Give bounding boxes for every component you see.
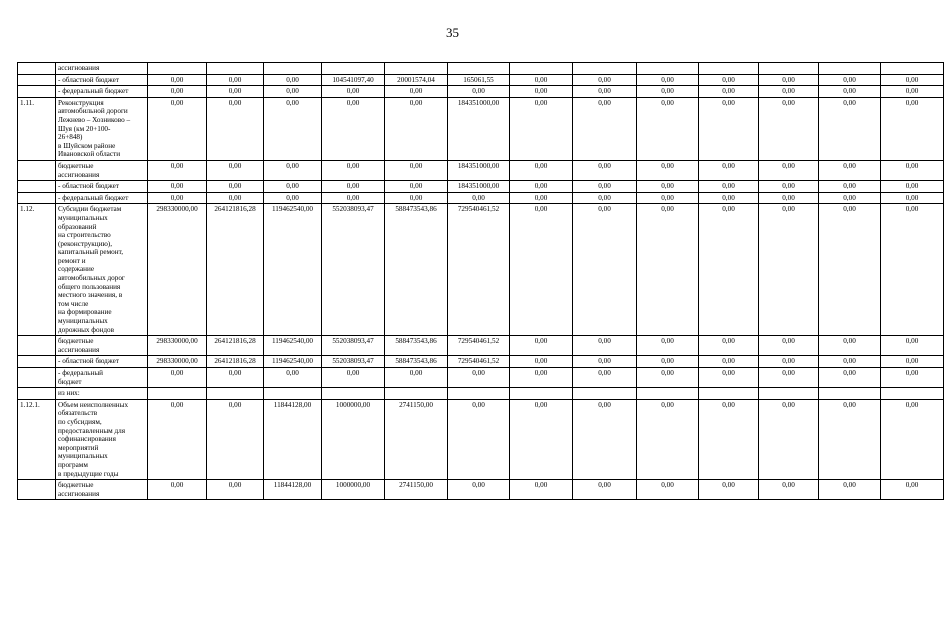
row-name-line: бюджетные xyxy=(58,337,94,346)
value-cell: 0,00 xyxy=(637,480,699,500)
value-cell: 0,00 xyxy=(448,399,510,479)
value-cell: 0,00 xyxy=(699,74,759,86)
value-cell: 0,00 xyxy=(699,97,759,160)
row-name-line: предоставленным для xyxy=(58,426,126,435)
value-cell: 0,00 xyxy=(759,480,819,500)
value-cell: 0,00 xyxy=(264,181,322,193)
value-cell: 119462540,00 xyxy=(264,204,322,336)
row-name xyxy=(56,192,148,204)
value-cell: 0,00 xyxy=(148,480,207,500)
row-name-line: ремонт и xyxy=(58,256,86,265)
row-code xyxy=(18,480,56,500)
value-cell: 0,00 xyxy=(573,356,637,368)
value-cell xyxy=(264,388,322,400)
value-cell: 0,00 xyxy=(510,336,573,356)
value-cell: 0,00 xyxy=(510,160,573,180)
value-cell: 0,00 xyxy=(819,74,881,86)
row-name-line: на строительство xyxy=(58,231,111,240)
row-code xyxy=(18,192,56,204)
value-cell: 729540461,52 xyxy=(448,356,510,368)
value-cell: 0,00 xyxy=(881,181,944,193)
row-name-line: - федеральный xyxy=(58,369,104,377)
value-cell: 0,00 xyxy=(448,192,510,204)
value-cell: 588473543,86 xyxy=(385,336,448,356)
value-cell: 298330000,00 xyxy=(148,356,207,368)
value-cell: 0,00 xyxy=(637,181,699,193)
value-cell: 119462540,00 xyxy=(264,356,322,368)
value-cell: 0,00 xyxy=(699,181,759,193)
value-cell xyxy=(385,63,448,75)
row-name-line: - областной бюджет xyxy=(58,182,119,191)
value-cell: 0,00 xyxy=(759,368,819,388)
value-cell: 0,00 xyxy=(637,97,699,160)
value-cell: 0,00 xyxy=(819,97,881,160)
row-name xyxy=(56,336,148,356)
value-cell: 552038093,47 xyxy=(322,336,385,356)
table-row xyxy=(18,192,944,204)
value-cell: 0,00 xyxy=(207,86,264,98)
table-row xyxy=(18,63,944,75)
value-cell: 0,00 xyxy=(699,160,759,180)
value-cell: 0,00 xyxy=(881,97,944,160)
value-cell: 119462540,00 xyxy=(264,336,322,356)
row-name xyxy=(56,74,148,86)
value-cell xyxy=(510,388,573,400)
row-name-line: местного значения, в xyxy=(58,291,123,300)
row-name xyxy=(56,368,148,388)
value-cell: 0,00 xyxy=(385,160,448,180)
value-cell: 0,00 xyxy=(819,204,881,336)
value-cell: 11844128,00 xyxy=(264,480,322,500)
value-cell xyxy=(510,63,573,75)
value-cell: 0,00 xyxy=(207,160,264,180)
row-name xyxy=(56,356,148,368)
row-name-line: программ xyxy=(58,460,88,469)
value-cell: 0,00 xyxy=(699,480,759,500)
value-cell: 0,00 xyxy=(573,480,637,500)
value-cell: 0,00 xyxy=(510,368,573,388)
value-cell: 0,00 xyxy=(207,97,264,160)
value-cell xyxy=(819,63,881,75)
value-cell: 0,00 xyxy=(148,160,207,180)
value-cell: 0,00 xyxy=(881,480,944,500)
table-row xyxy=(18,356,944,368)
row-name-line: в Шуйском районе xyxy=(58,141,116,150)
value-cell: 0,00 xyxy=(573,160,637,180)
value-cell: 298330000,00 xyxy=(148,336,207,356)
row-name-line: Лежнево – Хозниково – xyxy=(58,115,131,124)
value-cell: 0,00 xyxy=(699,368,759,388)
value-cell: 2741150,00 xyxy=(385,399,448,479)
value-cell: 0,00 xyxy=(510,356,573,368)
value-cell xyxy=(322,388,385,400)
value-cell: 0,00 xyxy=(881,74,944,86)
value-cell: 0,00 xyxy=(759,192,819,204)
table-row xyxy=(18,368,944,388)
value-cell: 0,00 xyxy=(264,192,322,204)
value-cell: 0,00 xyxy=(573,368,637,388)
value-cell: 0,00 xyxy=(819,480,881,500)
table-row xyxy=(18,399,944,479)
row-name-line: том числе xyxy=(58,299,89,308)
value-cell: 0,00 xyxy=(699,192,759,204)
value-cell xyxy=(759,63,819,75)
value-cell: 588473543,86 xyxy=(385,356,448,368)
row-name-line: бюджет xyxy=(58,377,82,386)
value-cell: 729540461,52 xyxy=(448,336,510,356)
row-name-line: 26+848) xyxy=(58,133,83,142)
value-cell: 0,00 xyxy=(573,97,637,160)
value-cell: 0,00 xyxy=(759,181,819,193)
row-name xyxy=(56,480,148,500)
value-cell: 0,00 xyxy=(510,480,573,500)
row-code xyxy=(18,356,56,368)
value-cell: 0,00 xyxy=(573,204,637,336)
value-cell: 0,00 xyxy=(148,86,207,98)
value-cell: 0,00 xyxy=(819,399,881,479)
value-cell: 0,00 xyxy=(148,399,207,479)
value-cell: 0,00 xyxy=(207,192,264,204)
value-cell: 588473543,86 xyxy=(385,204,448,336)
value-cell: 0,00 xyxy=(819,160,881,180)
value-cell: 0,00 xyxy=(573,86,637,98)
value-cell xyxy=(385,388,448,400)
row-code xyxy=(18,368,56,388)
value-cell: 0,00 xyxy=(573,74,637,86)
row-name-line: Субсидии бюджетам xyxy=(58,205,122,214)
row-name-line: - областной бюджет xyxy=(58,357,119,366)
value-cell xyxy=(819,388,881,400)
value-cell xyxy=(264,63,322,75)
row-name-line: софинансирования xyxy=(58,435,116,444)
value-cell: 0,00 xyxy=(637,368,699,388)
value-cell: 0,00 xyxy=(510,204,573,336)
value-cell: 0,00 xyxy=(759,336,819,356)
value-cell: 0,00 xyxy=(322,97,385,160)
value-cell xyxy=(207,388,264,400)
value-cell: 0,00 xyxy=(759,86,819,98)
row-name-line: на формирование xyxy=(58,308,112,317)
value-cell: 0,00 xyxy=(207,480,264,500)
value-cell: 0,00 xyxy=(385,192,448,204)
value-cell: 0,00 xyxy=(510,181,573,193)
value-cell: 0,00 xyxy=(819,336,881,356)
value-cell: 0,00 xyxy=(510,74,573,86)
row-code: 1.12.1. xyxy=(18,399,56,479)
value-cell xyxy=(881,63,944,75)
value-cell: 0,00 xyxy=(573,192,637,204)
value-cell: 104541097,40 xyxy=(322,74,385,86)
value-cell: 0,00 xyxy=(881,368,944,388)
row-name-line: Ивановской области xyxy=(58,150,121,159)
row-name-line: образований xyxy=(58,222,97,231)
row-code xyxy=(18,63,56,75)
value-cell: 0,00 xyxy=(637,86,699,98)
table-row xyxy=(18,336,944,356)
row-name-line: дорожных фондов xyxy=(58,325,115,334)
value-cell: 0,00 xyxy=(385,368,448,388)
value-cell: 298330000,00 xyxy=(148,204,207,336)
value-cell xyxy=(637,63,699,75)
value-cell: 0,00 xyxy=(148,192,207,204)
row-name-line: автомобильных дорог xyxy=(58,274,125,283)
budget-table xyxy=(17,62,944,500)
value-cell: 264121816,28 xyxy=(207,356,264,368)
row-name-line: Шуя (км 20+100- xyxy=(58,124,111,133)
value-cell: 0,00 xyxy=(510,192,573,204)
value-cell: 0,00 xyxy=(207,368,264,388)
value-cell: 0,00 xyxy=(637,336,699,356)
value-cell: 20001574,04 xyxy=(385,74,448,86)
value-cell xyxy=(148,388,207,400)
value-cell: 0,00 xyxy=(759,399,819,479)
value-cell xyxy=(759,388,819,400)
value-cell: 0,00 xyxy=(819,86,881,98)
row-name-line: ассигнования xyxy=(58,345,100,354)
value-cell: 0,00 xyxy=(207,399,264,479)
value-cell: 0,00 xyxy=(819,181,881,193)
value-cell: 729540461,52 xyxy=(448,204,510,336)
row-name xyxy=(56,204,148,336)
row-name xyxy=(56,63,148,75)
value-cell: 0,00 xyxy=(207,74,264,86)
value-cell xyxy=(699,63,759,75)
row-name-line: муниципальных xyxy=(58,452,108,461)
value-cell xyxy=(148,63,207,75)
row-name-line: - федеральный бюджет xyxy=(58,193,129,202)
row-name xyxy=(56,399,148,479)
page-number: 35 xyxy=(446,25,459,40)
value-cell: 0,00 xyxy=(510,97,573,160)
value-cell: 184351000,00 xyxy=(448,97,510,160)
row-code xyxy=(18,160,56,180)
row-name xyxy=(56,388,148,400)
row-name-line: - федеральный бюджет xyxy=(58,87,129,96)
table-row xyxy=(18,388,944,400)
value-cell: 0,00 xyxy=(699,86,759,98)
value-cell xyxy=(448,388,510,400)
value-cell: 0,00 xyxy=(510,399,573,479)
row-code xyxy=(18,388,56,400)
row-name-line: (реконструкцию), xyxy=(58,239,113,248)
value-cell: 1000000,00 xyxy=(322,399,385,479)
value-cell: 0,00 xyxy=(510,86,573,98)
value-cell: 0,00 xyxy=(881,86,944,98)
value-cell: 184351000,00 xyxy=(448,181,510,193)
row-name-line: в предыдущие годы xyxy=(58,469,119,478)
value-cell: 0,00 xyxy=(637,74,699,86)
value-cell: 0,00 xyxy=(881,192,944,204)
value-cell: 264121816,28 xyxy=(207,336,264,356)
row-name-line: обязательств xyxy=(58,409,98,418)
value-cell: 552038093,47 xyxy=(322,204,385,336)
value-cell: 0,00 xyxy=(881,204,944,336)
value-cell: 0,00 xyxy=(448,480,510,500)
value-cell: 0,00 xyxy=(699,399,759,479)
value-cell: 0,00 xyxy=(322,368,385,388)
value-cell: 0,00 xyxy=(385,181,448,193)
row-name-line: муниципальных xyxy=(58,213,108,222)
value-cell: 0,00 xyxy=(819,356,881,368)
value-cell: 0,00 xyxy=(699,356,759,368)
value-cell xyxy=(573,63,637,75)
row-code xyxy=(18,74,56,86)
value-cell: 0,00 xyxy=(881,399,944,479)
row-code xyxy=(18,336,56,356)
row-code: 1.11. xyxy=(18,97,56,160)
row-name-line: капитальный ремонт, xyxy=(58,248,124,257)
value-cell: 0,00 xyxy=(207,181,264,193)
value-cell: 0,00 xyxy=(148,368,207,388)
table-row xyxy=(18,160,944,180)
value-cell: 0,00 xyxy=(385,97,448,160)
value-cell: 0,00 xyxy=(881,356,944,368)
row-name-line: ассигнования xyxy=(58,64,100,72)
value-cell xyxy=(207,63,264,75)
value-cell xyxy=(448,63,510,75)
value-cell: 0,00 xyxy=(699,336,759,356)
row-name-line: бюджетные xyxy=(58,481,94,490)
row-name-line: ассигнования xyxy=(58,170,100,179)
row-name-line: - областной бюджет xyxy=(58,75,119,84)
value-cell: 165061,55 xyxy=(448,74,510,86)
value-cell xyxy=(322,63,385,75)
value-cell xyxy=(699,388,759,400)
value-cell: 0,00 xyxy=(264,160,322,180)
value-cell: 0,00 xyxy=(385,86,448,98)
value-cell xyxy=(637,388,699,400)
value-cell: 0,00 xyxy=(322,160,385,180)
value-cell: 0,00 xyxy=(148,181,207,193)
row-name-line: муниципальных xyxy=(58,317,108,326)
row-name xyxy=(56,86,148,98)
value-cell: 0,00 xyxy=(637,204,699,336)
value-cell: 0,00 xyxy=(699,204,759,336)
value-cell: 264121816,28 xyxy=(207,204,264,336)
table-row xyxy=(18,86,944,98)
value-cell: 0,00 xyxy=(148,74,207,86)
value-cell: 0,00 xyxy=(264,74,322,86)
value-cell: 0,00 xyxy=(264,86,322,98)
value-cell: 184351000,00 xyxy=(448,160,510,180)
value-cell: 0,00 xyxy=(637,192,699,204)
value-cell: 0,00 xyxy=(322,181,385,193)
value-cell: 0,00 xyxy=(573,181,637,193)
value-cell: 0,00 xyxy=(637,160,699,180)
row-code: 1.12. xyxy=(18,204,56,336)
value-cell: 0,00 xyxy=(637,356,699,368)
value-cell xyxy=(573,388,637,400)
value-cell: 0,00 xyxy=(759,97,819,160)
table-row xyxy=(18,204,944,336)
value-cell: 0,00 xyxy=(264,97,322,160)
value-cell: 0,00 xyxy=(759,356,819,368)
row-name-line: автомобильной дороги xyxy=(58,107,128,116)
table-row xyxy=(18,97,944,160)
row-name-line: Реконструкция xyxy=(58,98,104,107)
value-cell: 0,00 xyxy=(148,97,207,160)
row-name-line: ассигнования xyxy=(58,489,100,498)
value-cell: 0,00 xyxy=(819,368,881,388)
value-cell: 0,00 xyxy=(881,160,944,180)
row-name xyxy=(56,181,148,193)
value-cell: 1000000,00 xyxy=(322,480,385,500)
row-name-line: по субсидиям, xyxy=(58,417,102,426)
value-cell: 0,00 xyxy=(759,160,819,180)
value-cell: 0,00 xyxy=(448,368,510,388)
value-cell: 0,00 xyxy=(322,86,385,98)
value-cell: 0,00 xyxy=(573,399,637,479)
table-row xyxy=(18,181,944,193)
table-row xyxy=(18,74,944,86)
value-cell: 0,00 xyxy=(637,399,699,479)
row-name-line: общего пользования xyxy=(58,282,121,291)
value-cell: 552038093,47 xyxy=(322,356,385,368)
row-name-line: из них: xyxy=(58,389,80,398)
table-row xyxy=(18,480,944,500)
value-cell: 0,00 xyxy=(264,368,322,388)
value-cell: 11844128,00 xyxy=(264,399,322,479)
value-cell: 0,00 xyxy=(881,336,944,356)
value-cell: 0,00 xyxy=(322,192,385,204)
row-code xyxy=(18,181,56,193)
row-name-line: Объем неисполненных xyxy=(58,400,129,409)
row-name-line: бюджетные xyxy=(58,161,94,170)
row-name xyxy=(56,160,148,180)
value-cell: 2741150,00 xyxy=(385,480,448,500)
value-cell: 0,00 xyxy=(819,192,881,204)
value-cell: 0,00 xyxy=(448,86,510,98)
value-cell: 0,00 xyxy=(573,336,637,356)
value-cell: 0,00 xyxy=(759,74,819,86)
row-name xyxy=(56,97,148,160)
row-name-line: мероприятий xyxy=(58,443,99,452)
row-name-line: содержание xyxy=(58,265,95,274)
value-cell xyxy=(881,388,944,400)
row-code xyxy=(18,86,56,98)
value-cell: 0,00 xyxy=(759,204,819,336)
